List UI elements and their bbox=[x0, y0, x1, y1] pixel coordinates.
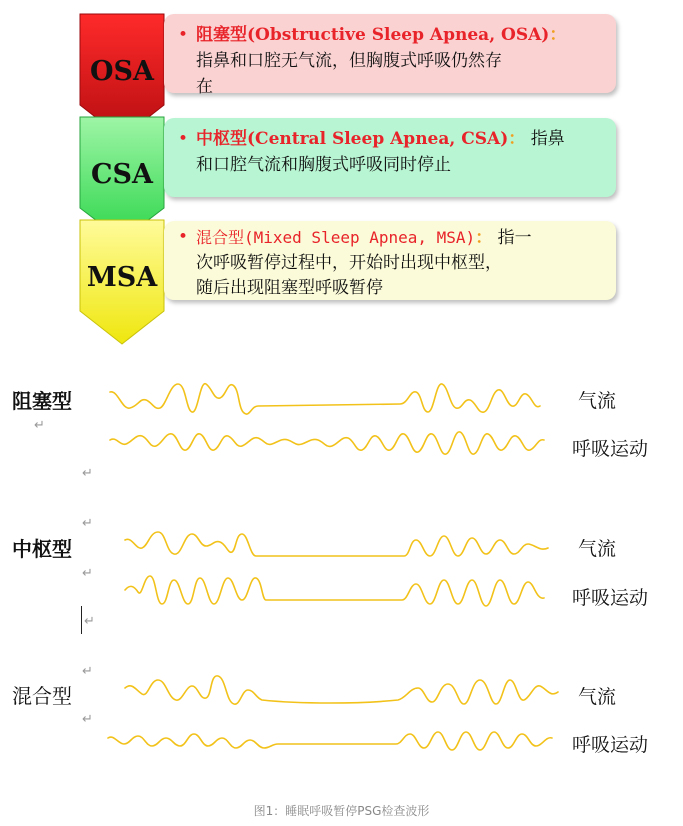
paragraph-mark: ↵ bbox=[82, 566, 93, 581]
paragraph-mark: ↵ bbox=[82, 516, 93, 531]
osa-desc-line-2: 在 bbox=[196, 77, 213, 97]
osa-airflow-label: 气流 bbox=[578, 390, 617, 412]
figure-caption: 图1：睡眠呼吸暂停PSG检查波形 bbox=[253, 804, 430, 818]
msa-colon: ： bbox=[475, 228, 493, 248]
osa-definition-box bbox=[164, 14, 616, 97]
paragraph-mark: ↵ bbox=[34, 418, 45, 433]
csa-airflow-wave bbox=[125, 532, 548, 556]
paragraph-mark: ↵ bbox=[82, 664, 93, 679]
msa-effort-label: 呼吸运动 bbox=[572, 734, 649, 756]
csa-airflow-label: 气流 bbox=[578, 538, 617, 560]
bullet: • bbox=[178, 227, 189, 247]
msa-row-label: 混合型 bbox=[12, 684, 72, 708]
osa-code: OSA bbox=[90, 56, 154, 87]
msa-airflow-label: 气流 bbox=[578, 686, 617, 708]
osa-effort-label: 呼吸运动 bbox=[572, 438, 649, 460]
csa-desc-line-2: 和口腔气流和胸腹式呼吸同时停止 bbox=[196, 155, 451, 175]
csa-effort-label: 呼吸运动 bbox=[572, 587, 649, 609]
csa-definition-box bbox=[164, 118, 616, 197]
osa-effort-wave bbox=[110, 432, 544, 454]
csa-desc-line-1: 指鼻 bbox=[530, 129, 565, 149]
osa-row-label: 阻塞型 bbox=[12, 389, 72, 413]
osa-airflow-wave bbox=[110, 384, 540, 414]
paragraph-mark: ↵ bbox=[84, 614, 95, 629]
text-cursor bbox=[81, 606, 82, 634]
msa-code: MSA bbox=[86, 262, 158, 293]
csa-colon: ： bbox=[508, 129, 526, 149]
bullet: • bbox=[178, 25, 189, 45]
msa-effort-wave bbox=[108, 732, 552, 750]
csa-term: 中枢型(Central Sleep Apnea, CSA) bbox=[196, 129, 509, 149]
csa-effort-wave bbox=[125, 576, 544, 606]
csa-code: CSA bbox=[91, 159, 153, 190]
msa-definition-box bbox=[164, 221, 616, 300]
msa-desc-line-1: 指一 bbox=[497, 228, 532, 248]
bullet: • bbox=[178, 129, 189, 149]
msa-airflow-wave bbox=[125, 676, 558, 704]
osa-desc-line-1: 指鼻和口腔无气流，但胸腹式呼吸仍然存 bbox=[196, 51, 502, 71]
osa-colon: ： bbox=[549, 25, 567, 45]
osa-term: 阻塞型(Obstructive Sleep Apnea, OSA) bbox=[196, 25, 550, 45]
csa-row-label: 中枢型 bbox=[12, 537, 72, 561]
paragraph-mark: ↵ bbox=[82, 466, 93, 481]
msa-term: 混合型(Mixed Sleep Apnea, MSA) bbox=[196, 228, 476, 247]
msa-desc-line-2: 次呼吸暂停过程中，开始时出现中枢型， bbox=[196, 253, 502, 273]
paragraph-mark: ↵ bbox=[82, 712, 93, 727]
msa-desc-line-3: 随后出现阻塞型呼吸暂停 bbox=[196, 278, 383, 298]
